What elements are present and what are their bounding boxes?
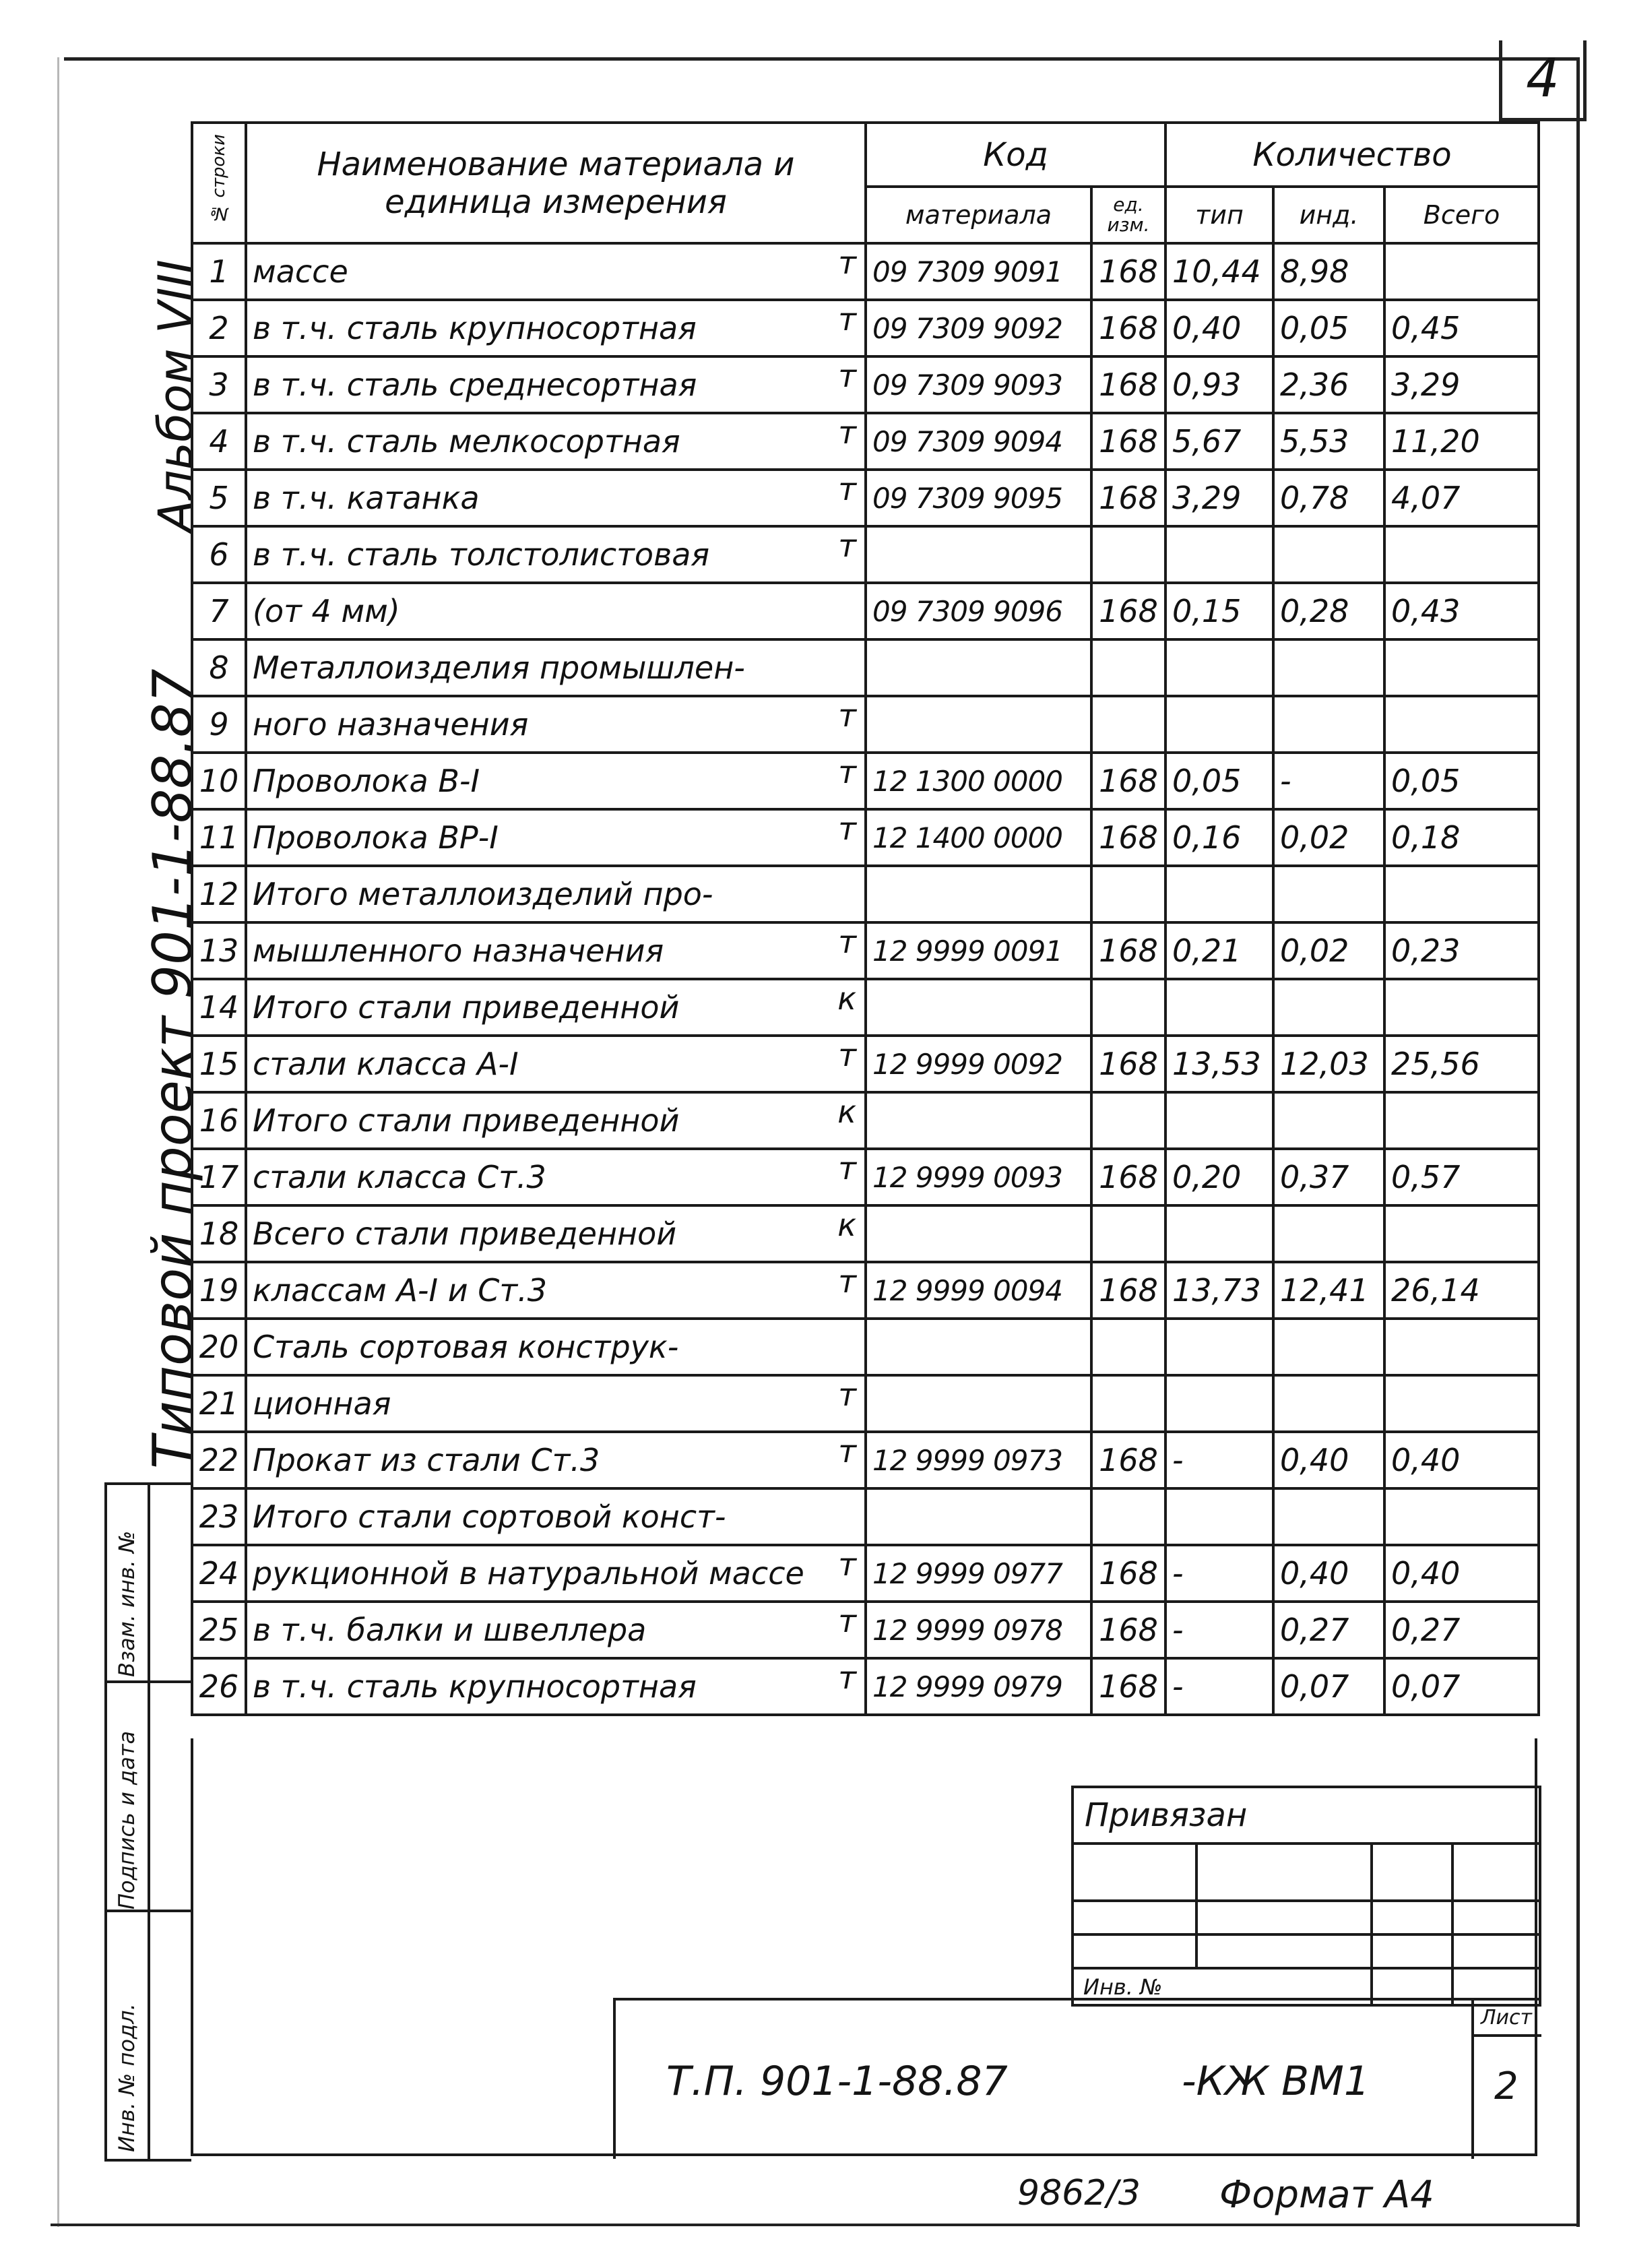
archive-number: 9862/3 (1017, 2173, 1141, 2213)
material-unit-text: т (838, 414, 856, 451)
material-unit-text: к (837, 1094, 856, 1130)
binding-line-3 (1074, 1933, 1539, 1936)
qty-total-cell (1384, 1205, 1539, 1262)
table-row (192, 583, 1539, 639)
material-unit-text: к (837, 980, 856, 1017)
material-code-cell: 12 9999 0094 (866, 1262, 1091, 1319)
binding-inv-label: Инв. № (1083, 1974, 1163, 2000)
qty-total-cell: 4,07 (1384, 470, 1539, 526)
material-name-cell (246, 1545, 866, 1602)
qty-type-cell: 10,44 (1165, 243, 1273, 300)
unit-code-cell (1091, 1205, 1165, 1262)
qty-ind-cell: 0,07 (1273, 1658, 1384, 1715)
qty-ind-cell: - (1273, 753, 1384, 809)
row-number-cell: 22 (192, 1432, 246, 1488)
row-number-cell: 2 (192, 300, 246, 356)
table-body (192, 243, 1539, 1715)
table-row (192, 979, 1539, 1036)
header-qty-type: тип (1165, 187, 1273, 243)
qty-type-cell (1165, 526, 1273, 583)
material-code-cell: 12 9999 0979 (866, 1658, 1091, 1715)
material-code-cell: 12 9999 0978 (866, 1602, 1091, 1658)
qty-type-cell: 0,16 (1165, 809, 1273, 866)
row-number-cell: 18 (192, 1205, 246, 1262)
material-code-cell (866, 639, 1091, 696)
row-number-cell: 15 (192, 1036, 246, 1092)
qty-ind-cell: 0,05 (1273, 300, 1384, 356)
title-block (613, 1998, 1539, 2159)
binding-title: Привязан (1085, 1796, 1248, 1834)
row-number-cell: 16 (192, 1092, 246, 1149)
qty-type-cell: 5,67 (1165, 413, 1273, 470)
frame-bottom-border (51, 2224, 1580, 2226)
left-stamp-column (104, 1482, 191, 2162)
header-qty-ind: инд. (1273, 187, 1384, 243)
material-name-cell (246, 583, 866, 639)
row-number-cell: 25 (192, 1602, 246, 1658)
table-row (192, 413, 1539, 470)
unit-code-cell: 168 (1091, 470, 1165, 526)
qty-total-cell (1384, 526, 1539, 583)
qty-ind-cell: 0,28 (1273, 583, 1384, 639)
table-row (192, 753, 1539, 809)
qty-total-cell (1384, 696, 1539, 753)
qty-ind-cell: 8,98 (1273, 243, 1384, 300)
table-row (192, 1036, 1539, 1092)
row-number-cell: 7 (192, 583, 246, 639)
qty-total-cell (1384, 639, 1539, 696)
material-code-cell: 09 7309 9093 (866, 356, 1091, 413)
material-name-text: в т.ч. балки и швеллера (253, 1612, 647, 1648)
qty-total-cell (1384, 1319, 1539, 1375)
row-number-cell: 6 (192, 526, 246, 583)
material-unit-text: т (838, 1603, 856, 1639)
material-code-cell (866, 1488, 1091, 1545)
qty-ind-cell: 12,03 (1273, 1036, 1384, 1092)
material-name-cell (246, 1262, 866, 1319)
qty-ind-cell (1273, 696, 1384, 753)
unit-code-cell: 168 (1091, 300, 1165, 356)
material-name-text: Итого металлоизделий про- (253, 876, 713, 912)
material-name-text: стали класса А-I (253, 1046, 519, 1082)
material-name-cell (246, 1602, 866, 1658)
binding-line-1 (1074, 1842, 1539, 1845)
material-code-cell: 12 9999 0092 (866, 1036, 1091, 1092)
qty-type-cell (1165, 1092, 1273, 1149)
row-number-cell: 14 (192, 979, 246, 1036)
table-row (192, 1319, 1539, 1375)
row-number-cell: 21 (192, 1375, 246, 1432)
material-name-text: в т.ч. сталь крупносортная (253, 310, 697, 346)
table-row (192, 1149, 1539, 1205)
material-code-cell: 09 7309 9091 (866, 243, 1091, 300)
material-name-text: в т.ч. сталь мелкосортная (253, 423, 680, 460)
material-unit-text: т (838, 1037, 856, 1073)
row-number-cell: 11 (192, 809, 246, 866)
qty-ind-cell: 5,53 (1273, 413, 1384, 470)
sheet-number: 2 (1494, 2065, 1518, 2108)
table-row (192, 1092, 1539, 1149)
unit-code-cell: 168 (1091, 356, 1165, 413)
table-row (192, 1262, 1539, 1319)
qty-type-cell: 0,93 (1165, 356, 1273, 413)
qty-type-cell: - (1165, 1602, 1273, 1658)
qty-type-cell: 13,53 (1165, 1036, 1273, 1092)
material-name-text: Всего стали приведенной (253, 1216, 677, 1252)
row-number-cell: 13 (192, 922, 246, 979)
unit-code-cell (1091, 639, 1165, 696)
qty-total-cell: 3,29 (1384, 356, 1539, 413)
material-name-text: Итого стали приведенной (253, 989, 680, 1026)
material-code-cell: 09 7309 9095 (866, 470, 1091, 526)
qty-ind-cell (1273, 1319, 1384, 1375)
qty-total-cell: 0,57 (1384, 1149, 1539, 1205)
row-number-cell: 9 (192, 696, 246, 753)
binding-line-4 (1074, 1967, 1539, 1970)
qty-total-cell (1384, 979, 1539, 1036)
material-code-cell (866, 1205, 1091, 1262)
qty-total-cell (1384, 866, 1539, 922)
material-name-text: Проволока ВР-I (253, 819, 499, 856)
material-code-cell (866, 1375, 1091, 1432)
row-number-cell: 23 (192, 1488, 246, 1545)
material-unit-text: т (838, 1546, 856, 1583)
material-name-text: Проволока В-I (253, 763, 480, 799)
material-unit-text: т (838, 1263, 856, 1300)
unit-code-cell: 168 (1091, 1658, 1165, 1715)
qty-ind-cell (1273, 639, 1384, 696)
material-name-text: Прокат из стали Ст.3 (253, 1442, 600, 1478)
document-code: Т.П. 901-1-88.87 (666, 2058, 1008, 2105)
row-number-cell: 4 (192, 413, 246, 470)
qty-total-cell: 0,27 (1384, 1602, 1539, 1658)
unit-code-cell (1091, 1375, 1165, 1432)
qty-type-cell: 0,15 (1165, 583, 1273, 639)
qty-ind-cell: 0,02 (1273, 809, 1384, 866)
unit-code-cell (1091, 1488, 1165, 1545)
material-name-cell (246, 526, 866, 583)
qty-ind-cell (1273, 1092, 1384, 1149)
material-unit-text: т (838, 301, 856, 338)
material-name-text: ного назначения (253, 706, 529, 743)
material-name-cell (246, 1319, 866, 1375)
qty-total-cell: 0,07 (1384, 1658, 1539, 1715)
material-name-cell (246, 1205, 866, 1262)
material-unit-text: т (838, 697, 856, 734)
material-name-text: в т.ч. сталь среднесортная (253, 367, 697, 403)
material-unit-text: т (838, 1377, 856, 1413)
table-row (192, 1205, 1539, 1262)
qty-total-cell: 0,18 (1384, 809, 1539, 866)
unit-code-cell: 168 (1091, 1602, 1165, 1658)
binding-vline-3 (1451, 1842, 1454, 2004)
material-name-cell (246, 470, 866, 526)
material-name-cell (246, 696, 866, 753)
document-mark: -КЖ ВМ1 (1182, 2058, 1370, 2105)
unit-code-cell (1091, 979, 1165, 1036)
material-name-cell (246, 1149, 866, 1205)
header-code-material: материала (866, 187, 1091, 243)
material-name-cell (246, 922, 866, 979)
header-code: Код (866, 123, 1165, 187)
unit-code-cell: 168 (1091, 1149, 1165, 1205)
table-row (192, 470, 1539, 526)
qty-type-cell: - (1165, 1545, 1273, 1602)
table-row (192, 243, 1539, 300)
table-row (192, 1375, 1539, 1432)
material-code-cell: 09 7309 9094 (866, 413, 1091, 470)
table-row (192, 1488, 1539, 1545)
qty-type-cell: 0,20 (1165, 1149, 1273, 1205)
qty-ind-cell: 12,41 (1273, 1262, 1384, 1319)
material-name-text: (от 4 мм) (253, 593, 400, 629)
qty-type-cell: 0,05 (1165, 753, 1273, 809)
format-label: Формат А4 (1219, 2173, 1434, 2217)
qty-type-cell (1165, 1375, 1273, 1432)
material-unit-text: т (838, 754, 856, 790)
qty-ind-cell (1273, 526, 1384, 583)
material-name-text: Металлоизделия промышлен- (253, 650, 745, 686)
inv-orig-label: Инв. № подл. (114, 2003, 139, 2152)
unit-code-cell: 168 (1091, 753, 1165, 809)
binding-line-2 (1074, 1899, 1539, 1902)
material-code-cell (866, 979, 1091, 1036)
material-name-cell (246, 866, 866, 922)
material-name-text: мышленного назначения (253, 933, 664, 969)
material-unit-text: т (838, 1150, 856, 1187)
material-spec-table (191, 121, 1540, 1716)
unit-code-cell: 168 (1091, 583, 1165, 639)
qty-type-cell: - (1165, 1432, 1273, 1488)
qty-ind-cell (1273, 1205, 1384, 1262)
qty-total-cell: 26,14 (1384, 1262, 1539, 1319)
material-code-cell (866, 1319, 1091, 1375)
sign-date-label: Подпись и дата (114, 1730, 139, 1910)
material-name-text: в т.ч. катанка (253, 480, 480, 516)
qty-total-cell: 0,40 (1384, 1432, 1539, 1488)
sheet-corner-number: 4 (1499, 40, 1587, 121)
material-unit-text: т (838, 528, 856, 564)
qty-ind-cell (1273, 979, 1384, 1036)
binding-vline-1 (1195, 1842, 1198, 1967)
sheet-cell (1471, 2001, 1541, 2159)
qty-type-cell: - (1165, 1658, 1273, 1715)
material-code-cell (866, 526, 1091, 583)
material-name-cell (246, 300, 866, 356)
qty-type-cell: 0,21 (1165, 922, 1273, 979)
qty-type-cell (1165, 979, 1273, 1036)
material-name-text: в т.ч. сталь крупносортная (253, 1668, 697, 1705)
replace-inv-label: Взам. инв. № (114, 1530, 139, 1677)
header-row-number: № строки (192, 123, 246, 243)
row-number-cell: 19 (192, 1262, 246, 1319)
material-name-cell (246, 809, 866, 866)
unit-code-cell: 168 (1091, 922, 1165, 979)
table-row (192, 809, 1539, 866)
material-name-text: рукционной в натуральной массе (253, 1555, 804, 1592)
qty-total-cell (1384, 1092, 1539, 1149)
unit-code-cell (1091, 866, 1165, 922)
frame-right-border (1576, 57, 1580, 2227)
material-code-cell: 12 9999 0973 (866, 1432, 1091, 1488)
material-code-cell: 09 7309 9092 (866, 300, 1091, 356)
header-quantity: Количество (1165, 123, 1539, 187)
row-number-cell: 17 (192, 1149, 246, 1205)
material-unit-text: т (838, 358, 856, 394)
qty-type-cell (1165, 1205, 1273, 1262)
qty-total-cell (1384, 243, 1539, 300)
table-row (192, 1658, 1539, 1715)
material-code-cell: 12 1300 0000 (866, 753, 1091, 809)
qty-total-cell: 25,56 (1384, 1036, 1539, 1092)
material-name-text: стали класса Ст.3 (253, 1159, 546, 1195)
material-name-cell (246, 356, 866, 413)
row-number-cell: 26 (192, 1658, 246, 1715)
material-name-cell (246, 1092, 866, 1149)
material-code-cell: 12 1400 0000 (866, 809, 1091, 866)
header-code-unit: ед. изм. (1091, 187, 1165, 243)
row-number-cell: 3 (192, 356, 246, 413)
material-name-text: в т.ч. сталь толстолистовая (253, 536, 710, 573)
material-name-text: Сталь сортовая конструк- (253, 1329, 679, 1365)
unit-code-cell: 168 (1091, 413, 1165, 470)
table-row (192, 300, 1539, 356)
qty-type-cell (1165, 639, 1273, 696)
material-name-text: массе (253, 253, 348, 290)
material-name-text: Итого стали приведенной (253, 1102, 680, 1139)
unit-code-cell: 168 (1091, 243, 1165, 300)
header-name: Наименование материала и единица измерения (246, 123, 866, 243)
unit-code-cell (1091, 526, 1165, 583)
table-row (192, 1432, 1539, 1488)
binding-block (1071, 1786, 1541, 2007)
row-number-cell: 12 (192, 866, 246, 922)
qty-ind-cell: 0,40 (1273, 1545, 1384, 1602)
material-code-cell: 12 9999 0093 (866, 1149, 1091, 1205)
unit-code-cell: 168 (1091, 1262, 1165, 1319)
qty-total-cell (1384, 1488, 1539, 1545)
qty-ind-cell (1273, 1488, 1384, 1545)
material-name-cell (246, 1488, 866, 1545)
table-row (192, 356, 1539, 413)
qty-total-cell: 11,20 (1384, 413, 1539, 470)
material-code-cell (866, 866, 1091, 922)
material-name-cell (246, 413, 866, 470)
row-number-cell: 10 (192, 753, 246, 809)
material-name-cell (246, 1432, 866, 1488)
material-unit-text: к (837, 1207, 856, 1243)
qty-ind-cell (1273, 866, 1384, 922)
table-row (192, 922, 1539, 979)
header-row-1 (192, 123, 1539, 187)
material-name-cell (246, 1036, 866, 1092)
qty-ind-cell: 2,36 (1273, 356, 1384, 413)
table-row (192, 1545, 1539, 1602)
qty-ind-cell: 0,78 (1273, 470, 1384, 526)
binding-vline-2 (1370, 1842, 1373, 2004)
table-row (192, 866, 1539, 922)
qty-ind-cell: 0,37 (1273, 1149, 1384, 1205)
frame-left-border (57, 57, 59, 2227)
material-unit-text: т (838, 924, 856, 960)
qty-type-cell (1165, 1488, 1273, 1545)
sheet-label: Лист (1481, 2006, 1533, 2029)
unit-code-cell (1091, 1092, 1165, 1149)
material-name-cell (246, 243, 866, 300)
qty-type-cell: 3,29 (1165, 470, 1273, 526)
qty-type-cell (1165, 1319, 1273, 1375)
material-code-cell: 12 9999 0091 (866, 922, 1091, 979)
qty-ind-cell (1273, 1375, 1384, 1432)
qty-type-cell (1165, 866, 1273, 922)
material-unit-text: т (838, 1433, 856, 1470)
unit-code-cell: 168 (1091, 1036, 1165, 1092)
qty-total-cell: 0,40 (1384, 1545, 1539, 1602)
qty-type-cell: 0,40 (1165, 300, 1273, 356)
material-name-cell (246, 639, 866, 696)
unit-code-cell: 168 (1091, 1432, 1165, 1488)
material-unit-text: т (838, 1660, 856, 1696)
qty-ind-cell: 0,02 (1273, 922, 1384, 979)
material-unit-text: т (838, 245, 856, 281)
table-row (192, 1602, 1539, 1658)
qty-type-cell (1165, 696, 1273, 753)
material-name-cell (246, 979, 866, 1036)
album-title: Альбом VIII (148, 259, 203, 532)
table-row (192, 526, 1539, 583)
header-qty-total: Всего (1384, 187, 1539, 243)
qty-ind-cell: 0,40 (1273, 1432, 1384, 1488)
material-name-cell (246, 753, 866, 809)
row-number-cell: 8 (192, 639, 246, 696)
qty-type-cell: 13,73 (1165, 1262, 1273, 1319)
material-unit-text: т (838, 471, 856, 507)
row-number-cell: 1 (192, 243, 246, 300)
qty-total-cell: 0,45 (1384, 300, 1539, 356)
qty-ind-cell: 0,27 (1273, 1602, 1384, 1658)
unit-code-cell: 168 (1091, 809, 1165, 866)
unit-code-cell (1091, 696, 1165, 753)
material-name-text: Итого стали сортовой конст- (253, 1499, 726, 1535)
frame-top-border (64, 57, 1580, 61)
material-code-cell (866, 696, 1091, 753)
material-name-text: ционная (253, 1385, 391, 1422)
qty-total-cell: 0,05 (1384, 753, 1539, 809)
row-number-cell: 5 (192, 470, 246, 526)
row-number-cell: 20 (192, 1319, 246, 1375)
table-row (192, 696, 1539, 753)
row-number-cell: 24 (192, 1545, 246, 1602)
material-unit-text: т (838, 811, 856, 847)
material-code-cell: 09 7309 9096 (866, 583, 1091, 639)
unit-code-cell (1091, 1319, 1165, 1375)
qty-total-cell: 0,43 (1384, 583, 1539, 639)
qty-total-cell: 0,23 (1384, 922, 1539, 979)
material-name-cell (246, 1375, 866, 1432)
material-code-cell (866, 1092, 1091, 1149)
table-row (192, 639, 1539, 696)
unit-code-cell: 168 (1091, 1545, 1165, 1602)
material-name-cell (246, 1658, 866, 1715)
material-name-text: классам А-I и Ст.3 (253, 1272, 548, 1309)
material-code-cell: 12 9999 0977 (866, 1545, 1091, 1602)
qty-total-cell (1384, 1375, 1539, 1432)
project-title: Типовой проект 901-1-88.87 (141, 668, 204, 1469)
sheet-divider (1474, 2034, 1541, 2037)
